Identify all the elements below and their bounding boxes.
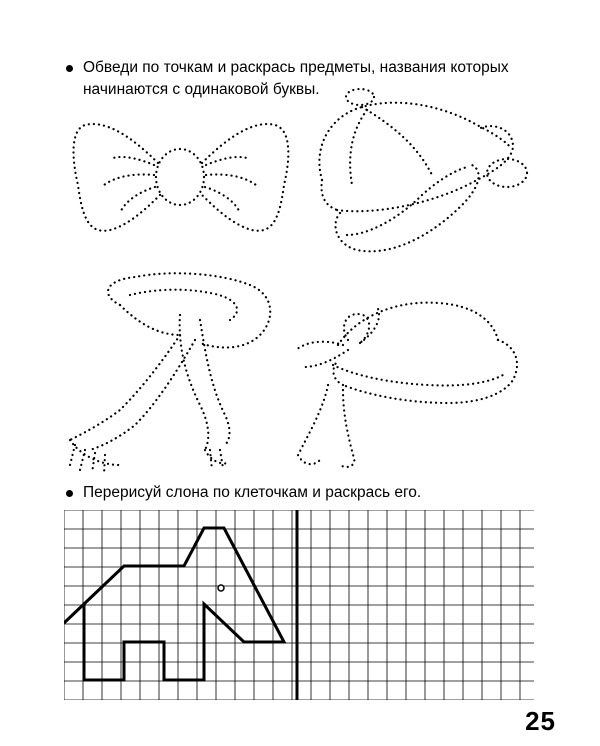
grid-lines bbox=[64, 510, 534, 700]
page-number: 25 bbox=[525, 706, 556, 736]
task-1-text: Обведи по точкам и раскрась предметы, названия которых начинаются с одинаковой буквы. bbox=[83, 59, 509, 98]
cap-dotted-picture bbox=[312, 85, 537, 265]
bullet-icon bbox=[66, 490, 73, 497]
task-2-text: Перерисуй слона по клеточкам и раскрась его. bbox=[83, 484, 422, 501]
hat-dotted-picture bbox=[288, 295, 528, 475]
scarf-dotted-picture bbox=[60, 265, 275, 480]
task-2-instruction bbox=[66, 482, 526, 504]
elephant-outline bbox=[64, 528, 284, 680]
drawing-grid bbox=[64, 510, 534, 700]
bow-tie-dotted-picture bbox=[70, 115, 295, 240]
elephant-eye bbox=[218, 585, 224, 591]
bullet-icon bbox=[66, 65, 73, 72]
